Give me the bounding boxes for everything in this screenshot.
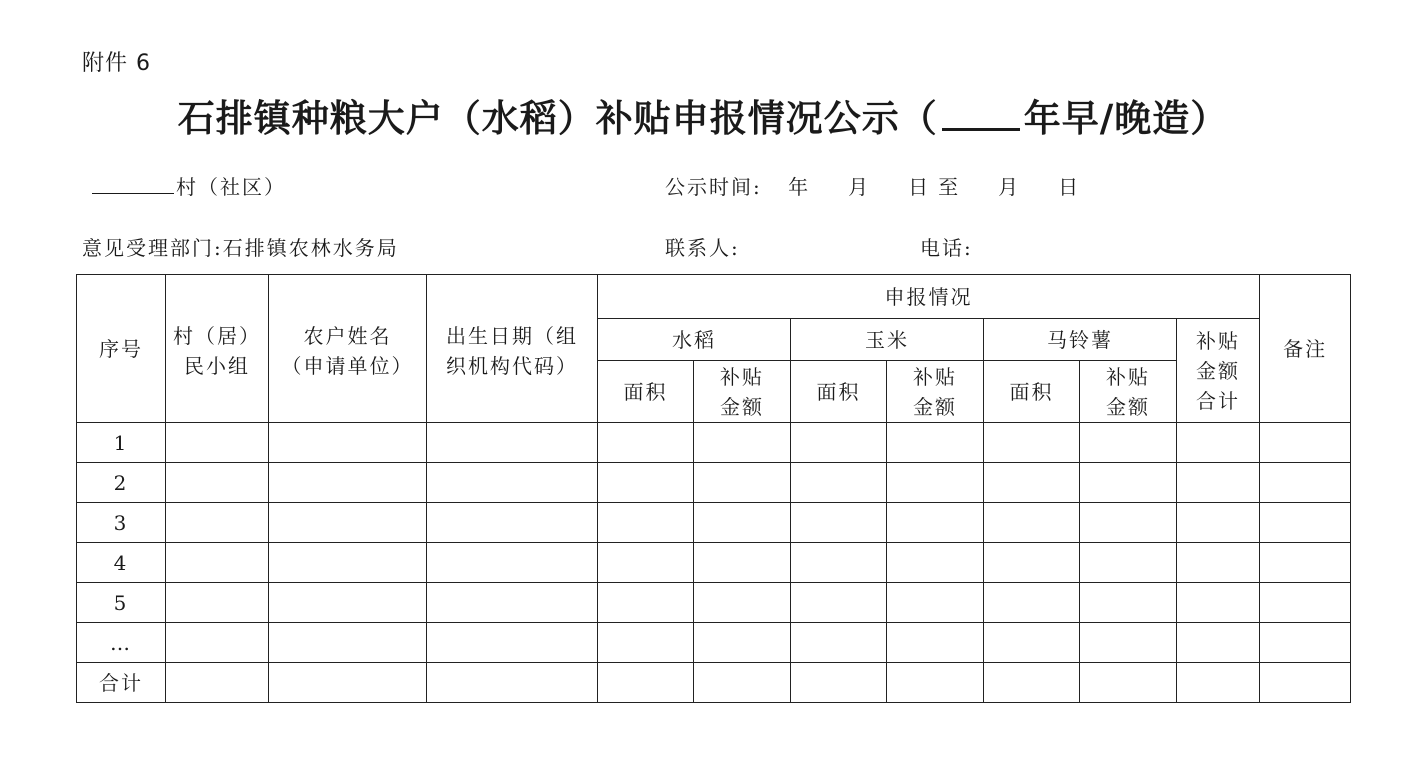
table-cell[interactable] — [887, 663, 984, 703]
table-cell[interactable] — [166, 583, 269, 623]
row-label: 4 — [77, 543, 166, 583]
header-rice-subsidy — [694, 361, 791, 423]
table-cell[interactable] — [1260, 463, 1351, 503]
table-cell[interactable] — [1080, 583, 1177, 623]
table-cell[interactable] — [166, 543, 269, 583]
header-corn: 玉米 — [791, 319, 984, 361]
table-cell[interactable] — [598, 623, 694, 663]
header-declaration: 申报情况 — [598, 275, 1260, 319]
header-corn-subsidy-line2: 金额 — [913, 394, 957, 419]
table-cell[interactable] — [427, 663, 598, 703]
header-potato-area: 面积 — [984, 361, 1080, 423]
header-corn-subsidy — [887, 361, 984, 423]
table-cell[interactable] — [1177, 543, 1260, 583]
header-corn-area: 面积 — [791, 361, 887, 423]
table-cell[interactable] — [166, 423, 269, 463]
table-cell[interactable] — [984, 423, 1080, 463]
table-row — [77, 623, 1351, 663]
attachment-label: 附件 6 — [82, 51, 151, 76]
publicity-time — [665, 171, 1088, 200]
header-rice: 水稻 — [598, 319, 791, 361]
header-name-line2: （申请单位） — [281, 354, 414, 378]
table-cell[interactable] — [269, 503, 427, 543]
row-label: 合计 — [77, 663, 166, 703]
table-cell[interactable] — [887, 463, 984, 503]
table-cell[interactable] — [1260, 663, 1351, 703]
header-group — [166, 275, 269, 423]
header-subsidy-total-line2: 金额 — [1196, 358, 1241, 383]
header-remark: 备注 — [1260, 275, 1351, 423]
dept-line — [82, 232, 399, 261]
village-blank[interactable] — [92, 175, 174, 194]
table-row — [77, 463, 1351, 503]
row-label: 5 — [77, 583, 166, 623]
table-cell[interactable] — [427, 463, 598, 503]
table-cell[interactable] — [1260, 503, 1351, 543]
table-cell[interactable] — [166, 663, 269, 703]
table-cell[interactable] — [887, 503, 984, 543]
table-row — [77, 583, 1351, 623]
table-cell[interactable] — [791, 423, 887, 463]
table-cell[interactable] — [427, 583, 598, 623]
publicity-label: 公示时间: — [665, 175, 762, 199]
table-cell[interactable] — [598, 463, 694, 503]
table-cell[interactable] — [598, 423, 694, 463]
table-cell[interactable] — [269, 623, 427, 663]
header-potato-subsidy-line1: 补贴 — [1106, 364, 1150, 389]
table-cell[interactable] — [598, 503, 694, 543]
title-main: 石排镇种粮大户（水稻）补贴申报情况公示（ — [177, 97, 938, 140]
table-cell[interactable] — [427, 423, 598, 463]
row-label: 2 — [77, 463, 166, 503]
table-cell[interactable] — [887, 543, 984, 583]
table-cell[interactable] — [269, 543, 427, 583]
table-cell[interactable] — [427, 543, 598, 583]
table-cell[interactable] — [269, 463, 427, 503]
table-cell[interactable] — [984, 583, 1080, 623]
table-cell[interactable] — [1177, 623, 1260, 663]
table-cell[interactable] — [984, 663, 1080, 703]
header-potato-subsidy-line2: 金额 — [1106, 394, 1150, 419]
table-cell[interactable] — [791, 463, 887, 503]
table-cell[interactable] — [269, 583, 427, 623]
table-cell[interactable] — [1260, 423, 1351, 463]
table-cell[interactable] — [791, 623, 887, 663]
table-cell[interactable] — [694, 663, 791, 703]
table-cell[interactable] — [1177, 463, 1260, 503]
header-birth-line1: 出生日期（组 — [446, 324, 578, 348]
table-cell[interactable] — [984, 543, 1080, 583]
header-seq: 序号 — [77, 275, 166, 423]
table-cell[interactable] — [887, 623, 984, 663]
table-cell[interactable] — [1080, 623, 1177, 663]
table-cell[interactable] — [984, 623, 1080, 663]
title-year-blank[interactable] — [942, 100, 1020, 131]
table-cell[interactable] — [1177, 663, 1260, 703]
table-cell[interactable] — [1260, 583, 1351, 623]
document-title — [0, 88, 1406, 142]
table-cell[interactable] — [1177, 503, 1260, 543]
table-cell[interactable] — [1080, 663, 1177, 703]
row-label: 3 — [77, 503, 166, 543]
publicity-dates: 年 月 日至 月 日 — [788, 175, 1089, 199]
table-cell[interactable] — [598, 543, 694, 583]
table-cell[interactable] — [427, 623, 598, 663]
title-season: 年早/晚造） — [1023, 97, 1229, 140]
table-cell[interactable] — [694, 423, 791, 463]
table-cell[interactable] — [269, 663, 427, 703]
header-subsidy-total-line1: 补贴 — [1196, 328, 1241, 353]
table-cell[interactable] — [1080, 423, 1177, 463]
table-cell[interactable] — [1080, 463, 1177, 503]
table-cell[interactable] — [887, 423, 984, 463]
table-cell[interactable] — [166, 463, 269, 503]
table-cell[interactable] — [791, 663, 887, 703]
table-row — [77, 503, 1351, 543]
table-cell[interactable] — [694, 463, 791, 503]
table-cell[interactable] — [598, 663, 694, 703]
table-cell[interactable] — [166, 623, 269, 663]
header-name — [269, 275, 427, 423]
header-rice-subsidy-line1: 补贴 — [720, 364, 764, 389]
table-cell[interactable] — [1080, 543, 1177, 583]
table-cell[interactable] — [427, 503, 598, 543]
table-cell[interactable] — [1177, 583, 1260, 623]
table-cell[interactable] — [694, 503, 791, 543]
table-cell[interactable] — [269, 423, 427, 463]
contact-label: 联系人: — [665, 236, 740, 260]
header-group-line2: 民小组 — [184, 354, 250, 378]
header-subsidy-total — [1177, 319, 1260, 423]
village-suffix: 村（社区） — [176, 175, 286, 199]
table-cell[interactable] — [1260, 543, 1351, 583]
table-cell[interactable] — [1080, 503, 1177, 543]
dept-label: 意见受理部门: — [82, 236, 223, 260]
header-rice-subsidy-line2: 金额 — [720, 394, 764, 419]
table-cell[interactable] — [791, 543, 887, 583]
declaration-table — [76, 274, 1351, 703]
header-name-line1: 农户姓名 — [303, 324, 392, 348]
village-line — [92, 171, 286, 200]
table-body — [77, 423, 1351, 703]
table-cell[interactable] — [598, 583, 694, 623]
table-row — [77, 663, 1351, 703]
header-birth-line2: 织机构代码） — [446, 354, 578, 378]
table-row — [77, 543, 1351, 583]
phone-label: 电话: — [920, 236, 973, 260]
table-cell[interactable] — [1260, 623, 1351, 663]
table-cell[interactable] — [694, 543, 791, 583]
row-label: … — [77, 623, 166, 663]
dept-value: 石排镇农林水务局 — [222, 236, 399, 260]
table-cell[interactable] — [984, 463, 1080, 503]
table-row — [77, 423, 1351, 463]
header-group-line1: 村（居） — [173, 324, 261, 348]
header-potato-subsidy — [1080, 361, 1177, 423]
row-label: 1 — [77, 423, 166, 463]
table-cell[interactable] — [984, 503, 1080, 543]
table-cell[interactable] — [166, 503, 269, 543]
table-cell[interactable] — [791, 503, 887, 543]
header-subsidy-total-line3: 合计 — [1196, 388, 1241, 413]
table-cell[interactable] — [694, 583, 791, 623]
header-corn-subsidy-line1: 补贴 — [913, 364, 957, 389]
table-cell[interactable] — [1177, 423, 1260, 463]
table-cell[interactable] — [791, 583, 887, 623]
table-cell[interactable] — [887, 583, 984, 623]
header-birth — [427, 275, 598, 423]
table-cell[interactable] — [694, 623, 791, 663]
header-rice-area: 面积 — [598, 361, 694, 423]
header-potato: 马铃薯 — [984, 319, 1177, 361]
